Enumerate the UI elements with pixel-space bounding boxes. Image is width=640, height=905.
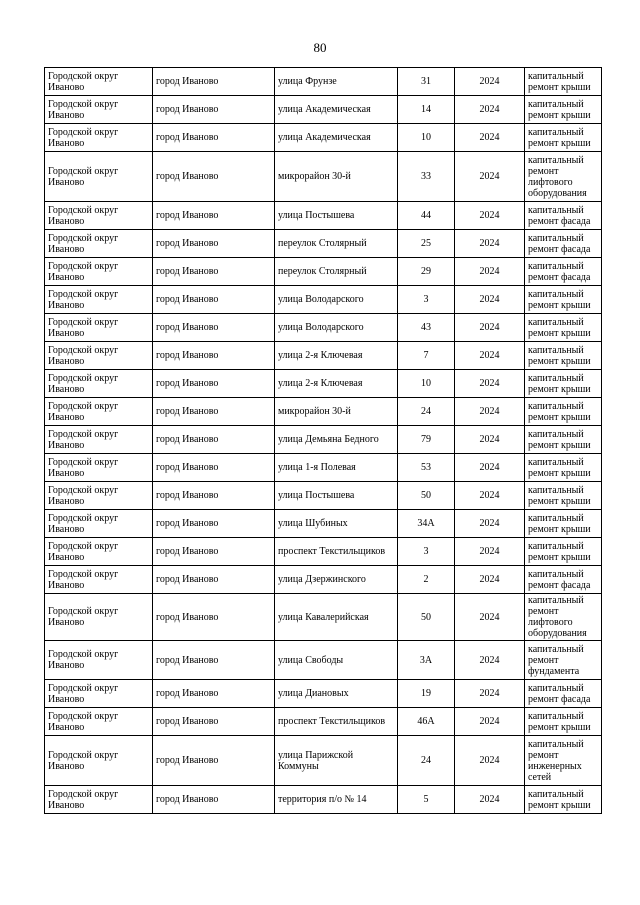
house-number-cell: 29 [398, 258, 455, 286]
settlement-cell: город Иваново [153, 510, 275, 538]
settlement-cell: город Иваново [153, 96, 275, 124]
street-cell: проспект Текстильщиков [275, 708, 398, 736]
work-type-cell: капитальный ремонт крыши [525, 454, 602, 482]
year-cell: 2024 [455, 258, 525, 286]
table-row [45, 202, 602, 230]
year-cell: 2024 [455, 230, 525, 258]
municipality-cell: Городской округ Иваново [45, 594, 153, 641]
street-cell: улица Парижской Коммуны [275, 736, 398, 786]
municipality-cell: Городской округ Иваново [45, 342, 153, 370]
municipality-cell: Городской округ Иваново [45, 708, 153, 736]
street-cell: микрорайон 30-й [275, 398, 398, 426]
municipality-cell: Городской округ Иваново [45, 398, 153, 426]
street-cell: улица Володарского [275, 314, 398, 342]
settlement-cell: город Иваново [153, 641, 275, 680]
street-cell: микрорайон 30-й [275, 152, 398, 202]
settlement-cell: город Иваново [153, 454, 275, 482]
house-number-cell: 5 [398, 786, 455, 814]
year-cell: 2024 [455, 426, 525, 454]
work-type-cell: капитальный ремонт фасада [525, 566, 602, 594]
year-cell: 2024 [455, 641, 525, 680]
settlement-cell: город Иваново [153, 370, 275, 398]
year-cell: 2024 [455, 454, 525, 482]
street-cell: улица 2-я Ключевая [275, 342, 398, 370]
house-number-cell: 53 [398, 454, 455, 482]
house-number-cell: 46А [398, 708, 455, 736]
settlement-cell: город Иваново [153, 68, 275, 96]
house-number-cell: 31 [398, 68, 455, 96]
settlement-cell: город Иваново [153, 786, 275, 814]
work-type-cell: капитальный ремонт фасада [525, 680, 602, 708]
street-cell: территория п/о № 14 [275, 786, 398, 814]
house-number-cell: 43 [398, 314, 455, 342]
municipality-cell: Городской округ Иваново [45, 152, 153, 202]
work-type-cell: капитальный ремонт крыши [525, 510, 602, 538]
table-row [45, 482, 602, 510]
work-type-cell: капитальный ремонт фундамента [525, 641, 602, 680]
municipality-cell: Городской округ Иваново [45, 454, 153, 482]
work-type-cell: капитальный ремонт крыши [525, 286, 602, 314]
municipality-cell: Городской округ Иваново [45, 426, 153, 454]
municipality-cell: Городской округ Иваново [45, 124, 153, 152]
house-number-cell: 50 [398, 594, 455, 641]
work-type-cell: капитальный ремонт крыши [525, 426, 602, 454]
street-cell: улица Постышева [275, 202, 398, 230]
year-cell: 2024 [455, 680, 525, 708]
settlement-cell: город Иваново [153, 566, 275, 594]
work-type-cell: капитальный ремонт инженерных сетей [525, 736, 602, 786]
street-cell: улица Демьяна Бедного [275, 426, 398, 454]
work-type-cell: капитальный ремонт крыши [525, 482, 602, 510]
settlement-cell: город Иваново [153, 286, 275, 314]
table-row [45, 258, 602, 286]
settlement-cell: город Иваново [153, 314, 275, 342]
house-number-cell: 2 [398, 566, 455, 594]
house-number-cell: 44 [398, 202, 455, 230]
work-type-cell: капитальный ремонт фасада [525, 230, 602, 258]
table-body [45, 68, 602, 814]
year-cell: 2024 [455, 152, 525, 202]
year-cell: 2024 [455, 202, 525, 230]
table-row [45, 454, 602, 482]
year-cell: 2024 [455, 124, 525, 152]
work-type-cell: капитальный ремонт крыши [525, 68, 602, 96]
street-cell: улица 2-я Ключевая [275, 370, 398, 398]
work-type-cell: капитальный ремонт крыши [525, 538, 602, 566]
year-cell: 2024 [455, 594, 525, 641]
work-type-cell: капитальный ремонт крыши [525, 342, 602, 370]
year-cell: 2024 [455, 786, 525, 814]
table-row [45, 786, 602, 814]
year-cell: 2024 [455, 510, 525, 538]
settlement-cell: город Иваново [153, 736, 275, 786]
work-type-cell: капитальный ремонт крыши [525, 96, 602, 124]
table-row [45, 342, 602, 370]
house-number-cell: 7 [398, 342, 455, 370]
table-row [45, 538, 602, 566]
work-type-cell: капитальный ремонт крыши [525, 786, 602, 814]
table-row [45, 594, 602, 641]
work-type-cell: капитальный ремонт фасада [525, 258, 602, 286]
settlement-cell: город Иваново [153, 538, 275, 566]
municipality-cell: Городской округ Иваново [45, 566, 153, 594]
table-row [45, 230, 602, 258]
year-cell: 2024 [455, 566, 525, 594]
house-number-cell: 10 [398, 124, 455, 152]
year-cell: 2024 [455, 286, 525, 314]
street-cell: улица Фрунзе [275, 68, 398, 96]
municipality-cell: Городской округ Иваново [45, 680, 153, 708]
house-number-cell: 33 [398, 152, 455, 202]
house-number-cell: 14 [398, 96, 455, 124]
settlement-cell: город Иваново [153, 398, 275, 426]
municipality-cell: Городской округ Иваново [45, 202, 153, 230]
table-row [45, 641, 602, 680]
settlement-cell: город Иваново [153, 258, 275, 286]
municipality-cell: Городской округ Иваново [45, 230, 153, 258]
street-cell: улица Шубиных [275, 510, 398, 538]
year-cell: 2024 [455, 68, 525, 96]
table-row [45, 708, 602, 736]
street-cell: улица Дзержинского [275, 566, 398, 594]
year-cell: 2024 [455, 708, 525, 736]
house-number-cell: 10 [398, 370, 455, 398]
table-row [45, 152, 602, 202]
house-number-cell: 24 [398, 736, 455, 786]
municipality-cell: Городской округ Иваново [45, 68, 153, 96]
municipality-cell: Городской округ Иваново [45, 370, 153, 398]
municipality-cell: Городской округ Иваново [45, 786, 153, 814]
street-cell: улица Свободы [275, 641, 398, 680]
house-number-cell: 24 [398, 398, 455, 426]
municipality-cell: Городской округ Иваново [45, 538, 153, 566]
street-cell: улица Кавалерийская [275, 594, 398, 641]
street-cell: проспект Текстильщиков [275, 538, 398, 566]
year-cell: 2024 [455, 370, 525, 398]
street-cell: улица Академическая [275, 96, 398, 124]
year-cell: 2024 [455, 482, 525, 510]
municipality-cell: Городской округ Иваново [45, 96, 153, 124]
street-cell: улица 1-я Полевая [275, 454, 398, 482]
table-row [45, 286, 602, 314]
year-cell: 2024 [455, 96, 525, 124]
settlement-cell: город Иваново [153, 202, 275, 230]
year-cell: 2024 [455, 736, 525, 786]
street-cell: улица Постышева [275, 482, 398, 510]
year-cell: 2024 [455, 398, 525, 426]
municipality-cell: Городской округ Иваново [45, 286, 153, 314]
table-row [45, 736, 602, 786]
table-row [45, 426, 602, 454]
municipality-cell: Городской округ Иваново [45, 482, 153, 510]
house-number-cell: 3 [398, 538, 455, 566]
settlement-cell: город Иваново [153, 708, 275, 736]
work-type-cell: капитальный ремонт лифтового оборудования [525, 594, 602, 641]
year-cell: 2024 [455, 538, 525, 566]
settlement-cell: город Иваново [153, 482, 275, 510]
work-type-cell: капитальный ремонт крыши [525, 124, 602, 152]
year-cell: 2024 [455, 342, 525, 370]
work-type-cell: капитальный ремонт фасада [525, 202, 602, 230]
table-row [45, 314, 602, 342]
street-cell: улица Володарского [275, 286, 398, 314]
settlement-cell: город Иваново [153, 426, 275, 454]
house-number-cell: 19 [398, 680, 455, 708]
work-type-cell: капитальный ремонт крыши [525, 398, 602, 426]
repair-schedule-table [44, 67, 602, 814]
table-row [45, 510, 602, 538]
house-number-cell: 79 [398, 426, 455, 454]
settlement-cell: город Иваново [153, 124, 275, 152]
house-number-cell: 50 [398, 482, 455, 510]
street-cell: переулок Столярный [275, 230, 398, 258]
house-number-cell: 25 [398, 230, 455, 258]
settlement-cell: город Иваново [153, 680, 275, 708]
house-number-cell: 34А [398, 510, 455, 538]
municipality-cell: Городской округ Иваново [45, 314, 153, 342]
work-type-cell: капитальный ремонт лифтового оборудования [525, 152, 602, 202]
year-cell: 2024 [455, 314, 525, 342]
table-row [45, 566, 602, 594]
work-type-cell: капитальный ремонт крыши [525, 314, 602, 342]
table-row [45, 68, 602, 96]
street-cell: улица Диановых [275, 680, 398, 708]
settlement-cell: город Иваново [153, 594, 275, 641]
settlement-cell: город Иваново [153, 342, 275, 370]
municipality-cell: Городской округ Иваново [45, 736, 153, 786]
work-type-cell: капитальный ремонт крыши [525, 708, 602, 736]
work-type-cell: капитальный ремонт крыши [525, 370, 602, 398]
settlement-cell: город Иваново [153, 152, 275, 202]
table-row [45, 96, 602, 124]
street-cell: улица Академическая [275, 124, 398, 152]
settlement-cell: город Иваново [153, 230, 275, 258]
page-number: 80 [313, 40, 327, 55]
municipality-cell: Городской округ Иваново [45, 510, 153, 538]
table-row [45, 398, 602, 426]
table-row [45, 680, 602, 708]
street-cell: переулок Столярный [275, 258, 398, 286]
municipality-cell: Городской округ Иваново [45, 641, 153, 680]
table-row [45, 124, 602, 152]
house-number-cell: 3 [398, 286, 455, 314]
municipality-cell: Городской округ Иваново [45, 258, 153, 286]
table-row [45, 370, 602, 398]
house-number-cell: 3А [398, 641, 455, 680]
